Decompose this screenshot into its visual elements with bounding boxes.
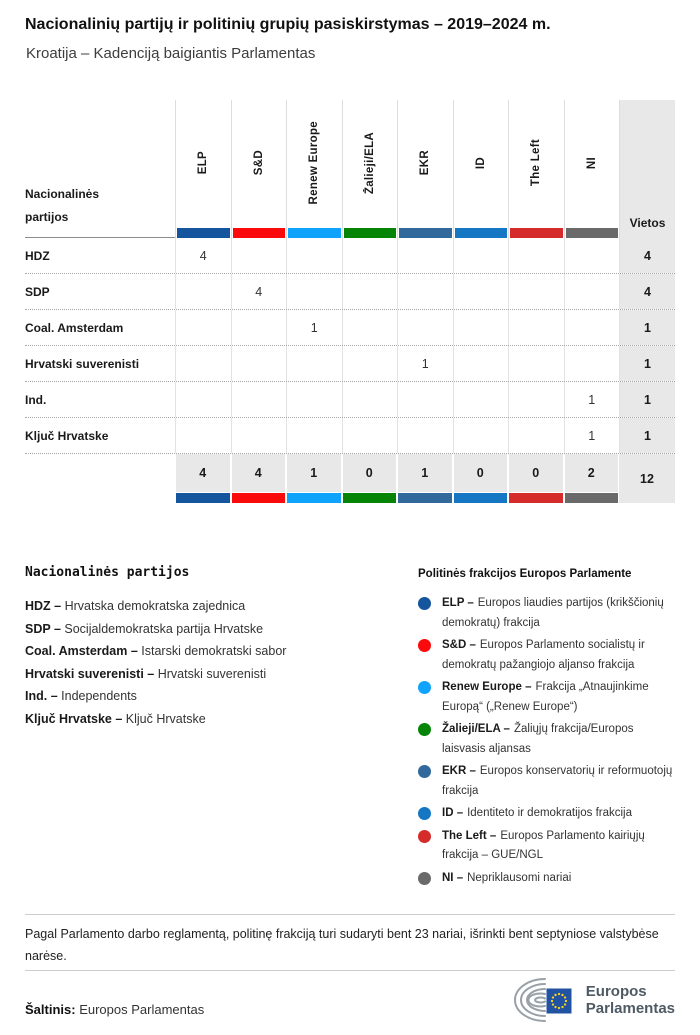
group-legend-text bbox=[442, 869, 571, 889]
seat-count-cell bbox=[231, 310, 287, 345]
group-total-cell bbox=[342, 454, 398, 503]
party-name-cell: Ključ Hrvatske bbox=[25, 428, 109, 443]
party-abbr: Ključ Hrvatske – bbox=[25, 711, 123, 726]
table-totals-row bbox=[25, 454, 675, 503]
seat-count-cell bbox=[342, 310, 398, 345]
group-color-bar bbox=[454, 493, 508, 503]
party-legend-item bbox=[25, 618, 413, 641]
seat-count-cell bbox=[286, 382, 342, 417]
political-groups-legend bbox=[418, 565, 675, 891]
seat-count-cell: 1 bbox=[564, 418, 620, 453]
group-color-dot bbox=[418, 765, 431, 778]
group-legend-item bbox=[418, 827, 675, 866]
group-name-label: EKR bbox=[419, 150, 432, 176]
group-legend-item bbox=[418, 678, 675, 717]
seat-count-cell bbox=[508, 418, 564, 453]
eu-flag-icon bbox=[546, 989, 571, 1014]
group-column-header bbox=[453, 100, 509, 238]
group-legend-item bbox=[418, 804, 675, 824]
source-value: Europos Parlamentas bbox=[79, 1001, 205, 1017]
group-color-bar bbox=[566, 228, 619, 238]
group-legend-text bbox=[442, 636, 675, 675]
divider-line bbox=[25, 914, 675, 915]
party-name-cell: SDP bbox=[25, 284, 50, 299]
group-abbr: ELP – bbox=[442, 597, 474, 609]
group-total-cell bbox=[231, 454, 287, 503]
group-name-label: ID bbox=[474, 156, 487, 170]
group-legend-text bbox=[442, 762, 675, 801]
group-abbr: NI – bbox=[442, 871, 464, 884]
seat-count-cell bbox=[564, 346, 620, 381]
group-abbr: Renew Europe – bbox=[442, 681, 532, 693]
seat-count-cell bbox=[175, 346, 231, 381]
group-full-name: Žaliųjų frakcija/Europos laisvasis aljansas bbox=[442, 723, 634, 755]
totals-label-cell bbox=[25, 454, 175, 503]
group-color-bar bbox=[232, 493, 286, 503]
political-groups-legend-heading: Politinės frakcijos Europos Parlamente bbox=[418, 568, 632, 580]
party-abbr: HDZ – bbox=[25, 599, 62, 613]
seat-count-cell bbox=[342, 346, 398, 381]
row-total-seats-cell: 1 bbox=[619, 382, 675, 417]
group-full-name: Europos konservatorių ir reformuotojų frakcija bbox=[442, 765, 673, 797]
seats-column-label: Vietos bbox=[629, 216, 666, 230]
party-legend-item bbox=[25, 595, 413, 618]
seat-count-cell: 1 bbox=[397, 346, 453, 381]
footnote: Pagal Parlamento darbo reglamentą, politinę frakciją turi sudaryti bent 23 nariai, išrinkti bent septyniose valstybėse narėse. bbox=[25, 927, 659, 963]
seat-count-cell bbox=[564, 274, 620, 309]
table-row bbox=[25, 238, 675, 274]
table-row bbox=[25, 274, 675, 310]
group-full-name: Europos Parlamento socialistų ir demokratų pažangiojo aljanso frakcija bbox=[442, 639, 645, 671]
party-legend-item bbox=[25, 708, 413, 731]
group-column-header bbox=[397, 100, 453, 238]
seat-count-cell bbox=[286, 346, 342, 381]
seat-count-cell bbox=[564, 310, 620, 345]
group-color-bar bbox=[343, 493, 397, 503]
party-full-name: Hrvatska demokratska zajednica bbox=[64, 599, 246, 613]
table-header bbox=[25, 100, 675, 238]
seat-count-cell bbox=[508, 382, 564, 417]
row-total-seats-cell: 1 bbox=[619, 310, 675, 345]
legends bbox=[25, 565, 675, 891]
group-legend-item bbox=[418, 869, 675, 889]
seat-distribution-table bbox=[25, 100, 675, 503]
seat-count-cell bbox=[508, 238, 564, 273]
group-column-header bbox=[286, 100, 342, 238]
european-parliament-hemicycle-icon bbox=[510, 975, 578, 1025]
group-color-bar bbox=[455, 228, 508, 238]
group-legend-item bbox=[418, 720, 675, 759]
group-color-dot bbox=[418, 872, 431, 885]
group-total-value: 1 bbox=[287, 454, 341, 492]
group-color-dot bbox=[418, 681, 431, 694]
source-label: Šaltinis: bbox=[25, 1001, 76, 1017]
group-legend-item bbox=[418, 594, 675, 633]
party-abbr: Coal. Amsterdam – bbox=[25, 644, 138, 658]
seat-count-cell bbox=[453, 346, 509, 381]
group-legend-text bbox=[442, 678, 675, 717]
party-name-cell: Hrvatski suverenisti bbox=[25, 356, 140, 371]
group-full-name: Frakcija „Atnaujinkime Europą“ („Renew Europe“) bbox=[442, 681, 649, 713]
group-total-value: 0 bbox=[454, 454, 508, 492]
group-name-label: NI bbox=[585, 156, 598, 170]
national-parties-legend-heading: Nacionalinės partijos bbox=[25, 565, 190, 580]
page-title: Nacionalinių partijų ir politinių grupių pasiskirstymas – 2019–2024 m. bbox=[25, 16, 551, 33]
row-header-cell bbox=[25, 100, 175, 238]
group-color-dot bbox=[418, 830, 431, 843]
group-abbr: EKR – bbox=[442, 765, 476, 777]
group-color-bar bbox=[509, 493, 563, 503]
table-row bbox=[25, 418, 675, 454]
party-legend-item bbox=[25, 685, 413, 708]
row-total-seats-cell: 4 bbox=[619, 274, 675, 309]
group-column-header bbox=[508, 100, 564, 238]
group-name-label: S&D bbox=[252, 150, 265, 176]
seat-count-cell bbox=[342, 382, 398, 417]
group-legend-text bbox=[442, 827, 675, 866]
group-color-bar bbox=[288, 228, 341, 238]
party-legend-item bbox=[25, 663, 413, 686]
seat-count-cell: 1 bbox=[564, 382, 620, 417]
group-total-value: 0 bbox=[509, 454, 563, 492]
group-color-bar bbox=[233, 228, 286, 238]
group-abbr: ID – bbox=[442, 807, 464, 819]
group-total-cell bbox=[453, 454, 509, 503]
seat-count-cell bbox=[231, 382, 287, 417]
grand-total-seats-cell: 12 bbox=[619, 454, 675, 503]
group-color-dot bbox=[418, 639, 431, 652]
party-full-name: Socijaldemokratska partija Hrvatske bbox=[64, 621, 264, 636]
row-total-seats-cell: 4 bbox=[619, 238, 675, 273]
group-color-dot bbox=[418, 723, 431, 736]
group-column-header bbox=[564, 100, 620, 238]
seat-count-cell bbox=[397, 418, 453, 453]
seat-count-cell bbox=[397, 310, 453, 345]
group-name-label: The Left bbox=[530, 139, 543, 187]
group-color-bar bbox=[287, 493, 341, 503]
group-color-bar bbox=[177, 228, 230, 238]
seat-count-cell bbox=[453, 238, 509, 273]
group-total-value: 1 bbox=[398, 454, 452, 492]
party-abbr: SDP – bbox=[25, 621, 61, 636]
party-name-cell: HDZ bbox=[25, 248, 50, 263]
group-column-header bbox=[342, 100, 398, 238]
page-subtitle: Kroatija – Kadenciją baigiantis Parlamentas bbox=[26, 45, 316, 62]
group-total-cell bbox=[508, 454, 564, 503]
logo-line1: Europos bbox=[585, 983, 647, 1000]
seat-count-cell: 4 bbox=[231, 274, 287, 309]
seat-count-cell bbox=[397, 382, 453, 417]
group-column-header bbox=[231, 100, 287, 238]
seat-count-cell bbox=[564, 238, 620, 273]
group-legend-text bbox=[442, 804, 632, 824]
seat-count-cell bbox=[342, 274, 398, 309]
party-name-cell: Coal. Amsterdam bbox=[25, 320, 124, 335]
group-legend-item bbox=[418, 762, 675, 801]
seat-count-cell bbox=[231, 346, 287, 381]
group-total-value: 4 bbox=[176, 454, 230, 492]
seat-count-cell bbox=[175, 274, 231, 309]
seat-count-cell bbox=[286, 418, 342, 453]
seat-count-cell bbox=[342, 238, 398, 273]
group-total-cell bbox=[564, 454, 620, 503]
group-color-bar bbox=[510, 228, 563, 238]
group-abbr: S&D – bbox=[442, 639, 476, 651]
party-abbr: Hrvatski suverenisti – bbox=[25, 666, 155, 681]
group-color-bar bbox=[398, 493, 452, 503]
group-column-header bbox=[175, 100, 231, 238]
row-header-label: Nacionalinės partijos bbox=[25, 187, 100, 224]
seat-count-cell bbox=[286, 274, 342, 309]
seat-count-cell bbox=[508, 274, 564, 309]
seat-count-cell bbox=[453, 418, 509, 453]
group-total-value: 0 bbox=[343, 454, 397, 492]
party-full-name: Independents bbox=[61, 689, 137, 703]
group-total-value: 2 bbox=[565, 454, 619, 492]
group-color-bar bbox=[344, 228, 397, 238]
group-legend-text bbox=[442, 594, 675, 633]
source-row bbox=[25, 976, 675, 1024]
group-full-name: Europos liaudies partijos (krikščionių demokratų) frakcija bbox=[442, 597, 664, 629]
european-parliament-logo bbox=[510, 975, 675, 1025]
group-color-bar bbox=[176, 493, 230, 503]
group-full-name: Identiteto ir demokratijos frakcija bbox=[467, 807, 632, 819]
group-total-value: 4 bbox=[232, 454, 286, 492]
party-full-name: Hrvatski suverenisti bbox=[157, 666, 267, 681]
group-abbr: Žalieji/ELA – bbox=[442, 723, 510, 735]
group-name-label: Renew Europe bbox=[308, 121, 321, 205]
group-color-dot bbox=[418, 807, 431, 820]
logo-wordmark bbox=[586, 983, 675, 1017]
party-abbr: Ind. – bbox=[25, 689, 58, 703]
group-abbr: The Left – bbox=[442, 829, 497, 842]
seat-count-cell: 4 bbox=[175, 238, 231, 273]
seats-column-header bbox=[619, 100, 675, 238]
group-name-label: ELP bbox=[197, 151, 210, 175]
row-total-seats-cell: 1 bbox=[619, 346, 675, 381]
seat-count-cell bbox=[231, 238, 287, 273]
table-row bbox=[25, 382, 675, 418]
group-total-cell bbox=[286, 454, 342, 503]
seat-count-cell bbox=[397, 274, 453, 309]
group-total-cell bbox=[397, 454, 453, 503]
table-row bbox=[25, 310, 675, 346]
group-full-name: Nepriklausomi nariai bbox=[467, 871, 572, 884]
seat-count-cell bbox=[175, 418, 231, 453]
group-name-label: Žalieji/ELA bbox=[363, 131, 376, 195]
group-color-bar bbox=[399, 228, 452, 238]
group-legend-text bbox=[442, 720, 675, 759]
source-text bbox=[25, 1002, 204, 1017]
party-full-name: Ključ Hrvatske bbox=[125, 711, 206, 726]
national-parties-legend-items bbox=[25, 595, 413, 730]
seat-count-cell bbox=[175, 310, 231, 345]
party-full-name: Istarski demokratski sabor bbox=[141, 644, 287, 658]
group-color-dot bbox=[418, 597, 431, 610]
group-full-name: Europos Parlamento kairiųjų frakcija – GUE/NGL bbox=[442, 829, 645, 861]
divider-line bbox=[25, 970, 675, 971]
group-total-cell bbox=[175, 454, 231, 503]
political-groups-legend-items bbox=[418, 594, 675, 888]
group-legend-item bbox=[418, 636, 675, 675]
seat-count-cell bbox=[508, 346, 564, 381]
row-total-seats-cell: 1 bbox=[619, 418, 675, 453]
seat-count-cell bbox=[508, 310, 564, 345]
table-row bbox=[25, 346, 675, 382]
seat-count-cell bbox=[453, 310, 509, 345]
seat-count-cell bbox=[231, 418, 287, 453]
seat-count-cell bbox=[453, 382, 509, 417]
seat-count-cell bbox=[175, 382, 231, 417]
party-name-cell: Ind. bbox=[25, 392, 47, 407]
party-legend-item bbox=[25, 640, 413, 663]
national-parties-legend bbox=[25, 565, 413, 891]
seat-count-cell bbox=[286, 238, 342, 273]
logo-line2: Parlamentas bbox=[585, 1000, 675, 1017]
group-color-bar bbox=[565, 493, 619, 503]
seat-count-cell: 1 bbox=[286, 310, 342, 345]
seat-count-cell bbox=[342, 418, 398, 453]
seat-count-cell bbox=[397, 238, 453, 273]
seat-count-cell bbox=[453, 274, 509, 309]
